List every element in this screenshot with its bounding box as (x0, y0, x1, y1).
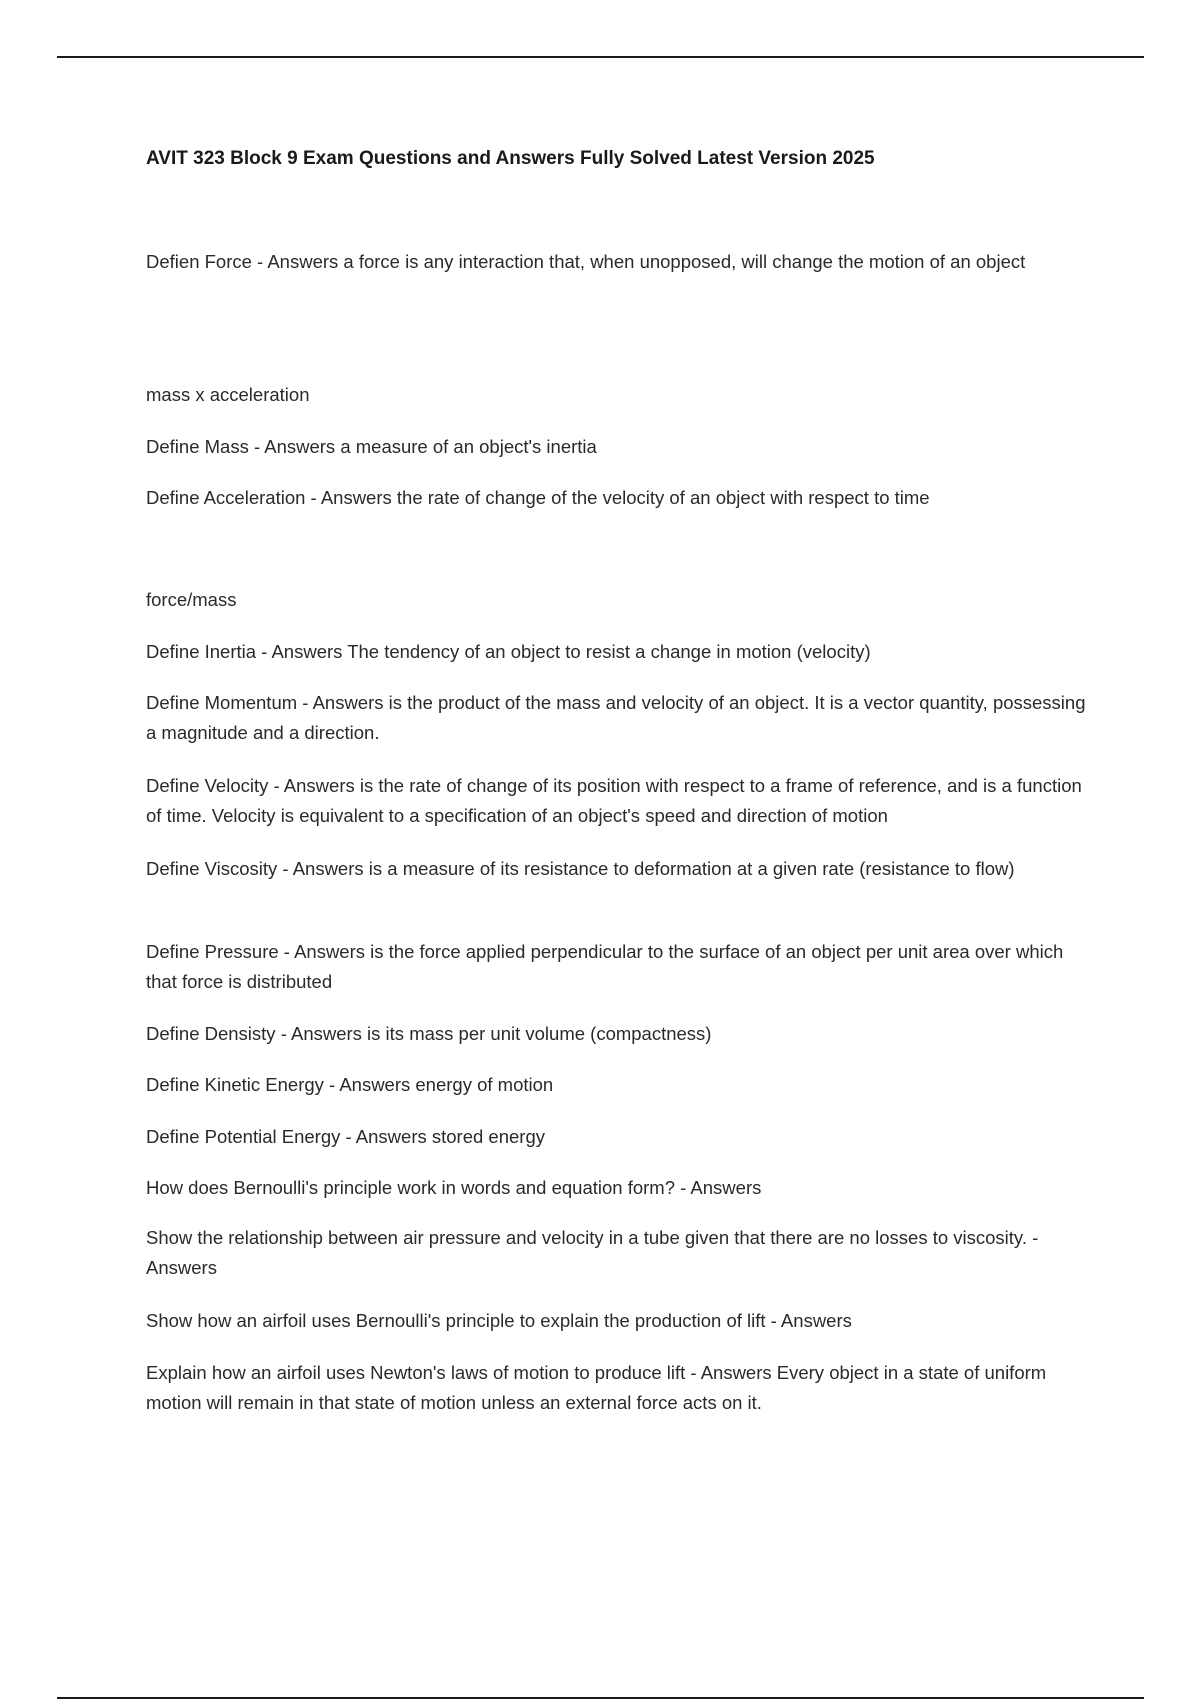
qa-item: Define Velocity - Answers is the rate of change of its position with respect to a frame of reference, and is a function of time. Velocity is equivalent to a specification of an object's speed and direction of motion (146, 775, 1082, 826)
qa-item: Define Densisty - Answers is its mass per unit volume (compactness) (146, 1023, 712, 1044)
qa-item: Define Inertia - Answers The tendency of an object to resist a change in motion (velocity) (146, 641, 871, 662)
qa-item: Define Pressure - Answers is the force applied perpendicular to the surface of an object per unit area over which that force is distributed (146, 941, 1064, 992)
qa-item: Show how an airfoil uses Bernoulli's principle to explain the production of lift - Answers (146, 1310, 852, 1331)
qa-item: Define Acceleration - Answers the rate of change of the velocity of an object with respect to time (146, 487, 930, 508)
qa-item: force/mass (146, 589, 237, 610)
qa-item: Define Potential Energy - Answers stored energy (146, 1126, 545, 1147)
qa-item: Defien Force - Answers a force is any interaction that, when unopposed, will change the motion of an object (146, 251, 1026, 272)
bottom-divider (57, 1697, 1144, 1699)
qa-item: Define Momentum - Answers is the product of the mass and velocity of an object. It is a vector quantity, possessing a magnitude and a direction. (146, 692, 1086, 743)
qa-item: Explain how an airfoil uses Newton's laws of motion to produce lift - Answers Every object in a state of uniform motion will remain in that state of motion unless an external force acts on it. (146, 1362, 1047, 1413)
qa-item: Define Kinetic Energy - Answers energy of motion (146, 1074, 554, 1095)
qa-item: mass x acceleration (146, 384, 310, 405)
qa-item: Define Mass - Answers a measure of an object's inertia (146, 436, 597, 457)
page-title: AVIT 323 Block 9 Exam Questions and Answers Fully Solved Latest Version 2025 (146, 148, 875, 169)
qa-item: Define Viscosity - Answers is a measure of its resistance to deformation at a given rate (resistance to flow) (146, 858, 1015, 879)
qa-item: Show the relationship between air pressure and velocity in a tube given that there are no losses to viscosity. - Answers (146, 1227, 1039, 1278)
qa-item: How does Bernoulli's principle work in words and equation form? - Answers (146, 1177, 762, 1198)
top-divider (57, 56, 1144, 58)
